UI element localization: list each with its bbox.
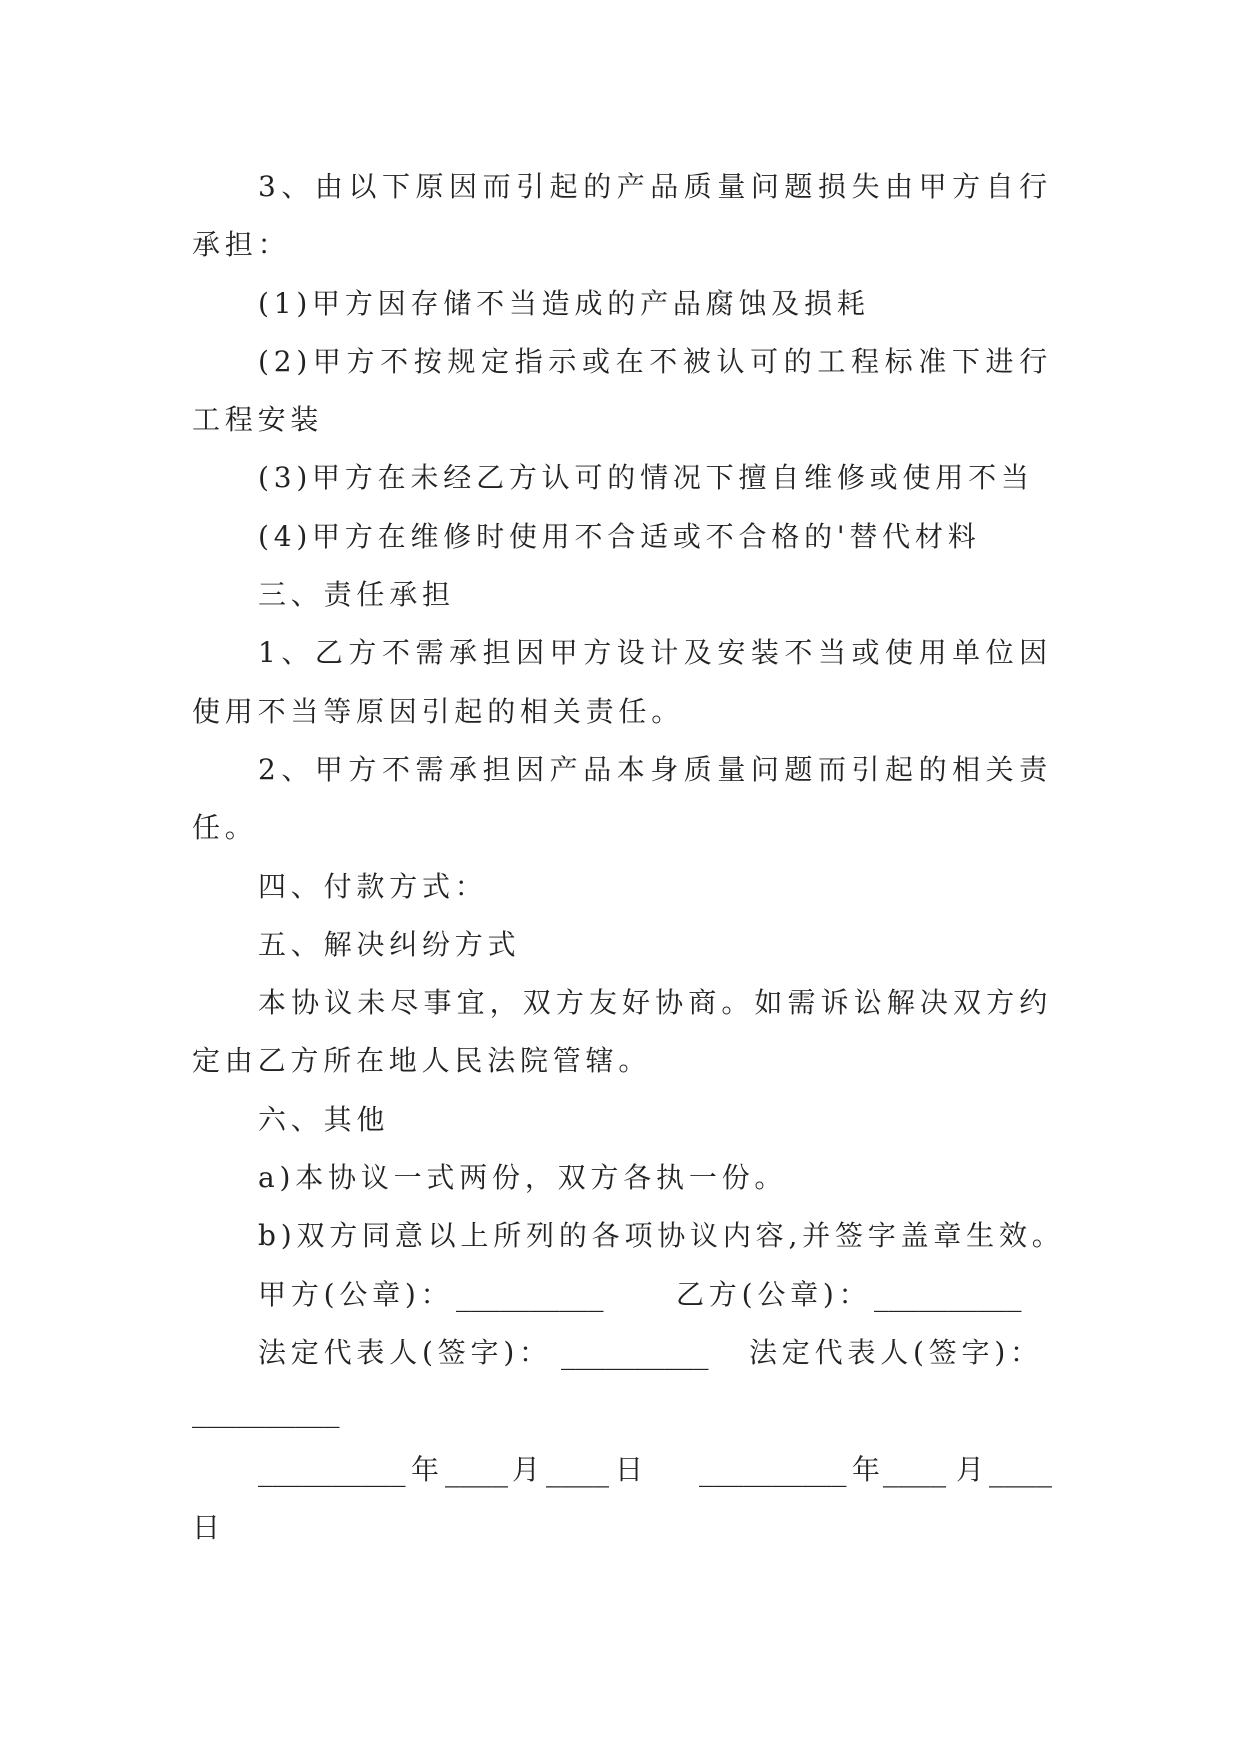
section-heading-liability: 三、责任承担 (258, 578, 455, 612)
dispute-clause-line-1: 本协议未尽事宜，双方友好协商。如需诉讼解决双方约 (258, 986, 1052, 1020)
section-heading-dispute: 五、解决纠纷方式 (258, 927, 521, 961)
party-a-seal-label: 甲方(公章)： (258, 1277, 454, 1311)
contract-body (192, 158, 1065, 1557)
party-b-representative-label: 法定代表人(签字)： (749, 1335, 1043, 1369)
representative-signature-line-continued (192, 1382, 1052, 1440)
date-line-continued (192, 1499, 1052, 1557)
party-a-day-label: 日 (615, 1452, 648, 1486)
party-a-representative-label: 法定代表人(签字)： (258, 1335, 552, 1369)
party-a-year-blank: __________ (258, 1452, 406, 1487)
exclusion-item-2-line-1: (2)甲方不按规定指示或在不被认可的工程标准下进行 (258, 344, 1052, 378)
party-b-month-blank: ____ (883, 1451, 946, 1488)
liability-item-2-line-2: 任。 (192, 811, 258, 845)
exclusion-item-2-line-2: 工程安装 (192, 403, 324, 437)
section-heading-payment: 四、付款方式： (258, 869, 488, 903)
exclusion-item-1: (1)甲方因存储不当造成的产品腐蚀及损耗 (258, 286, 870, 320)
party-b-day-blank: ____ (989, 1451, 1052, 1488)
exclusion-item-3: (3)甲方在未经乙方认可的情况下擅自维修或使用不当 (258, 461, 1034, 495)
clause-quality-exclusions-line-2: 承担： (192, 228, 291, 262)
party-a-month-label: 月 (512, 1452, 545, 1486)
other-item-a: a)本协议一式两份，双方各执一份。 (258, 1161, 788, 1195)
seal-signature-line (192, 1266, 1052, 1324)
party-b-representative-blank: __________ (192, 1394, 340, 1429)
party-b-month-label: 月 (956, 1452, 989, 1486)
section-heading-other: 六、其他 (258, 1102, 390, 1136)
party-b-seal-blank: __________ (874, 1277, 1022, 1312)
liability-item-1-line-1: 1、乙方不需承担因甲方设计及安装不当或使用单位因 (258, 636, 1052, 670)
party-b-year-blank: __________ (699, 1452, 847, 1487)
party-b-year-label: 年 (852, 1452, 885, 1486)
party-a-representative-blank: __________ (561, 1335, 709, 1370)
party-b-seal-label: 乙方(公章)： (676, 1277, 872, 1311)
dispute-clause-line-2: 定由乙方所在地人民法院管辖。 (192, 1044, 652, 1078)
party-b-day-label: 日 (192, 1510, 225, 1544)
party-a-day-blank: ____ (546, 1451, 609, 1488)
party-a-month-blank: ____ (445, 1451, 508, 1488)
party-a-seal-blank: __________ (456, 1277, 604, 1312)
exclusion-item-4: (4)甲方在维修时使用不合适或不合格的'替代材料 (258, 519, 981, 553)
liability-item-1-line-2: 使用不当等原因引起的相关责任。 (192, 694, 685, 728)
representative-signature-line (192, 1324, 1052, 1382)
liability-item-2-line-1: 2、甲方不需承担因产品本身质量问题而引起的相关责 (258, 752, 1052, 786)
date-line (192, 1441, 1052, 1499)
clause-quality-exclusions-line-1: 3、由以下原因而引起的产品质量问题损失由甲方自行 (258, 170, 1052, 203)
party-a-year-label: 年 (411, 1452, 444, 1486)
other-item-b: b)双方同意以上所列的各项协议内容,并签字盖章生效。 (258, 1219, 1065, 1253)
